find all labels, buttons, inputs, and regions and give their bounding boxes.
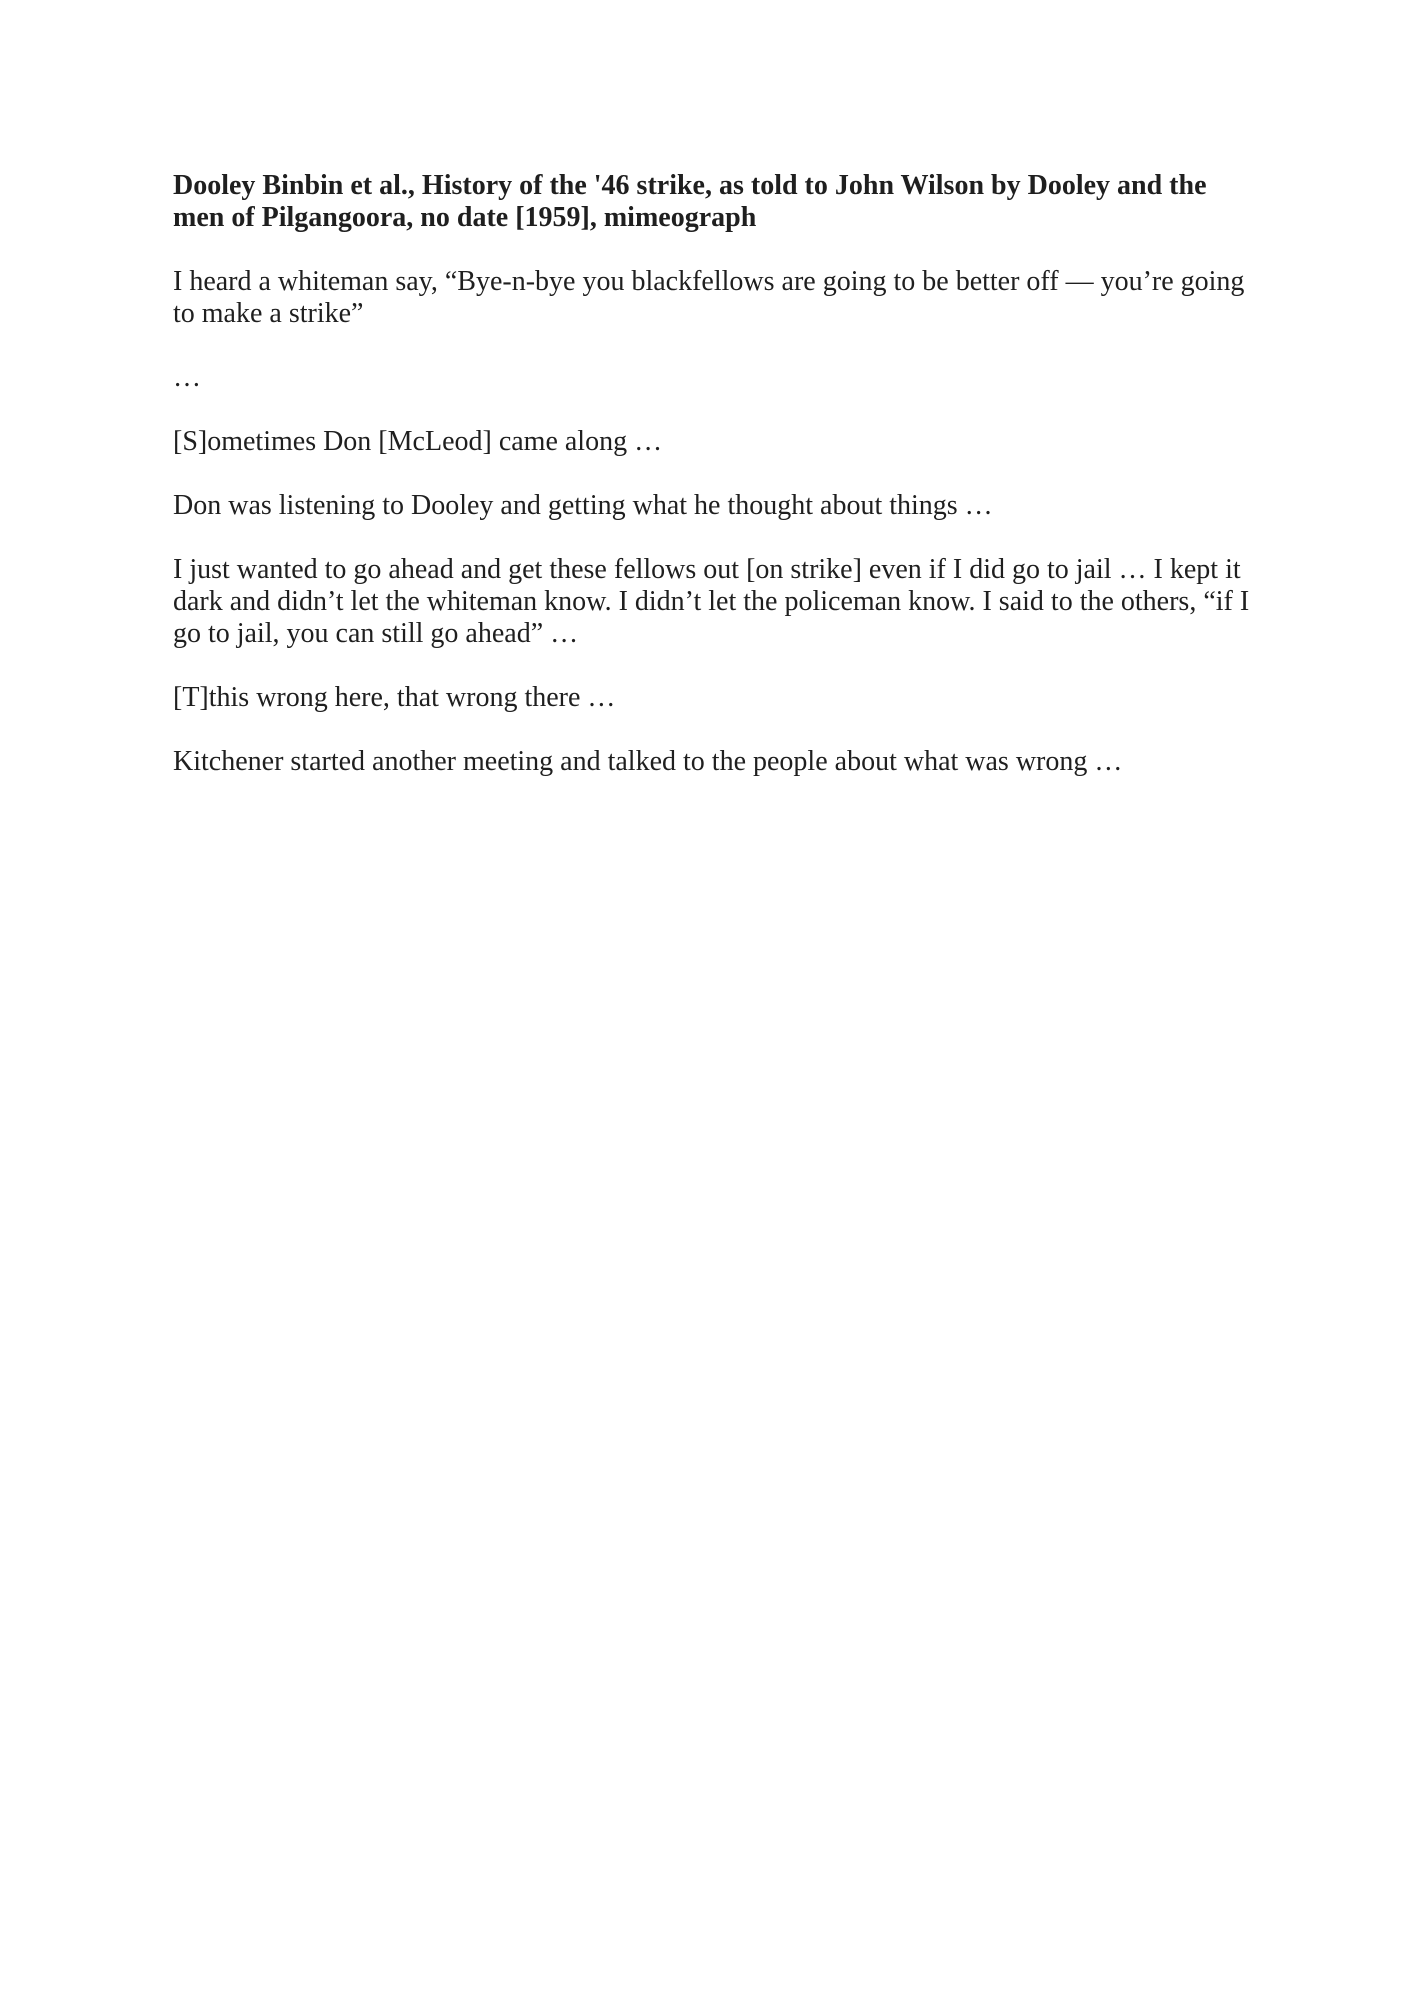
paragraph-don-came-along: [S]ometimes Don [McLeod] came along … [173,426,663,457]
document-title: Dooley Binbin et al., History of the '46 strike, as told to John Wilson by Dooley and the men of Pilgangoora, no date [1959], mimeograph [173,170,1207,233]
paragraph-don-listening: Don was listening to Dooley and getting what he thought about things … [173,490,993,521]
paragraph-kitchener-meeting: Kitchener started another meeting and talked to the people about what was wrong … [173,746,1123,777]
paragraph-whiteman-quote: I heard a whiteman say, “Bye-n-bye you blackfellows are going to be better off — you’re going to make a strike” [173,266,1245,329]
paragraph-ellipsis: … [173,362,201,393]
paragraph-this-wrong: [T]this wrong here, that wrong there … [173,682,616,713]
paragraph-go-to-jail: I just wanted to go ahead and get these fellows out [on strike] even if I did go to jail … I kept it dark and didn’t let the whiteman know. I didn’t let the policeman know. I said to the others, “if I go to jail, you can still go ahead” … [173,554,1250,649]
